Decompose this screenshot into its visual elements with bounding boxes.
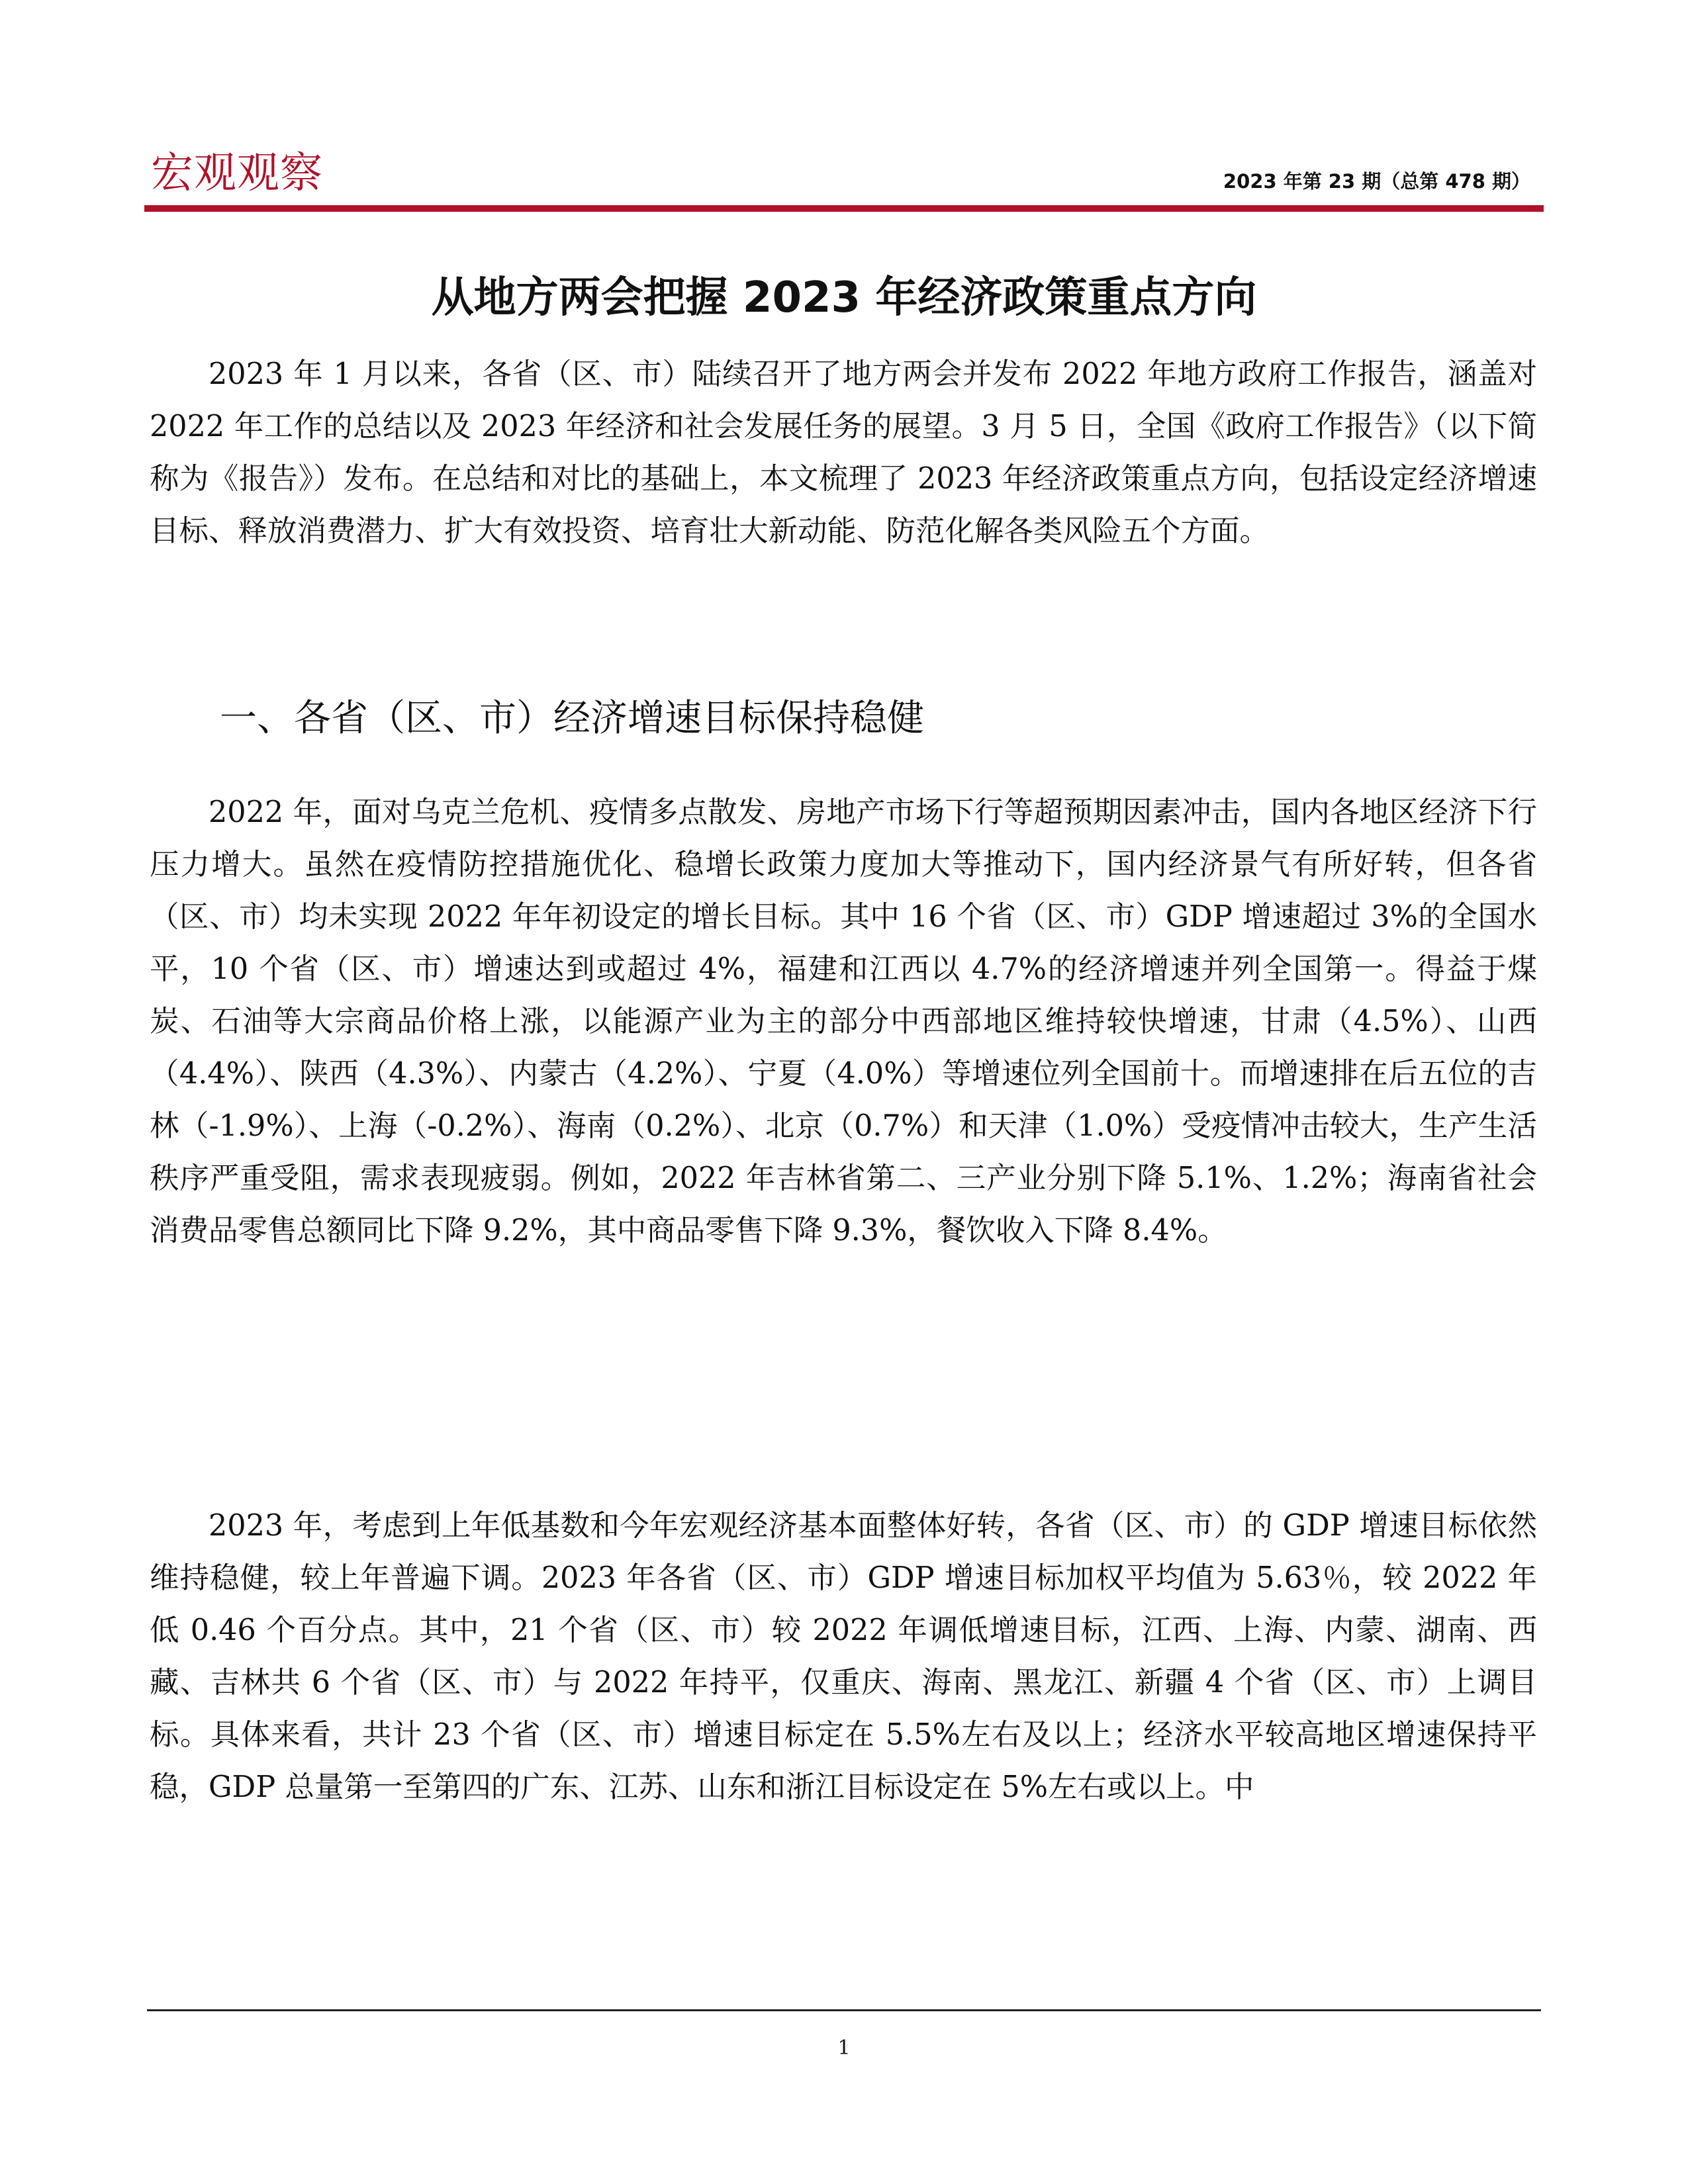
article-title: 从地方两会把握 2023 年经济政策重点方向 — [431, 273, 1257, 322]
page-number: 1 — [837, 2036, 851, 2060]
header-rule — [144, 205, 1544, 212]
paragraph-2022: 2022 年，面对乌克兰危机、疫情多点散发、房地产市场下行等超预期因素冲击，国内各地区经济下行压力增大。虽然在疫情防控措施优化、稳增长政策力度加大等推动下，国内经济景气有所好转，但各省（区、市）均未实现 2022 年年初设定的增长目标。其中 16 个省（区、市）GDP 增速超过 3%的全国水平，10 个省（区、市）增速达到或超过 4%，福建和江西以 4.7%的经济增速并列全国第一。得益于煤炭、石油等大宗商品价格上涨，以能源产业为主的部分中西部地区维持较快增速，甘肃（4.5%）、山西（4.4%）、陕西（4.3%）、内蒙古（4.2%）、宁夏（4.0%）等增速位列全国前十。而增速排在后五位的吉林（-1.9%）、上海（-0.2%）、海南（0.2%）、北京（0.7%）和天津（1.0%）受疫情冲击较大，生产生活秩序严重受阻，需求表现疲弱。例如，2022 年吉林省第二、三产业分别下降 5.1%、1.2%；海南省社会消费品零售总额同比下降 9.2%，其中商品零售下降 9.3%，餐饮收入下降 8.4%。 — [150, 796, 1537, 1248]
intro-paragraph: 2023 年 1 月以来，各省（区、市）陆续召开了地方两会并发布 2022 年地方政府工作报告，涵盖对 2022 年工作的总结以及 2023 年经济和社会发展任务的展望。3 月 5 日，全国《政府工作报告》（以下简称为《报告》）发布。在总结和对比的基础上，本文梳理了 2023 年经济政策重点方向，包括设定经济增速目标、释放消费潜力、扩大有效投资、培育壮大新动能、防范化解各类风险五个方面。 — [150, 357, 1537, 548]
section-heading: 一、各省（区、市）经济增速目标保持稳健 — [220, 697, 924, 740]
header-brand: 宏观观察 — [151, 149, 323, 198]
issue-number: 2023 年第 23 期（总第 478 期） — [1223, 170, 1530, 193]
footer-rule — [147, 2009, 1541, 2011]
paragraph-2023: 2023 年，考虑到上年低基数和今年宏观经济基本面整体好转，各省（区、市）的 GDP 增速目标依然维持稳健，较上年普遍下调。2023 年各省（区、市）GDP 增速目标加权平均值为 5.63％，较 2022 年低 0.46 个百分点。其中，21 个省（区、市）较 2022 年调低增速目标，江西、上海、内蒙、湖南、西藏、吉林共 6 个省（区、市）与 2022 年持平，仅重庆、海南、黑龙江、新疆 4 个省（区、市）上调目标。具体来看，共计 23 个省（区、市）增速目标定在 5.5%左右及以上；经济水平较高地区增速保持平稳，GDP 总量第一至第四的广东、江苏、山东和浙江目标设定在 5%左右或以上。中 — [150, 1509, 1537, 1804]
